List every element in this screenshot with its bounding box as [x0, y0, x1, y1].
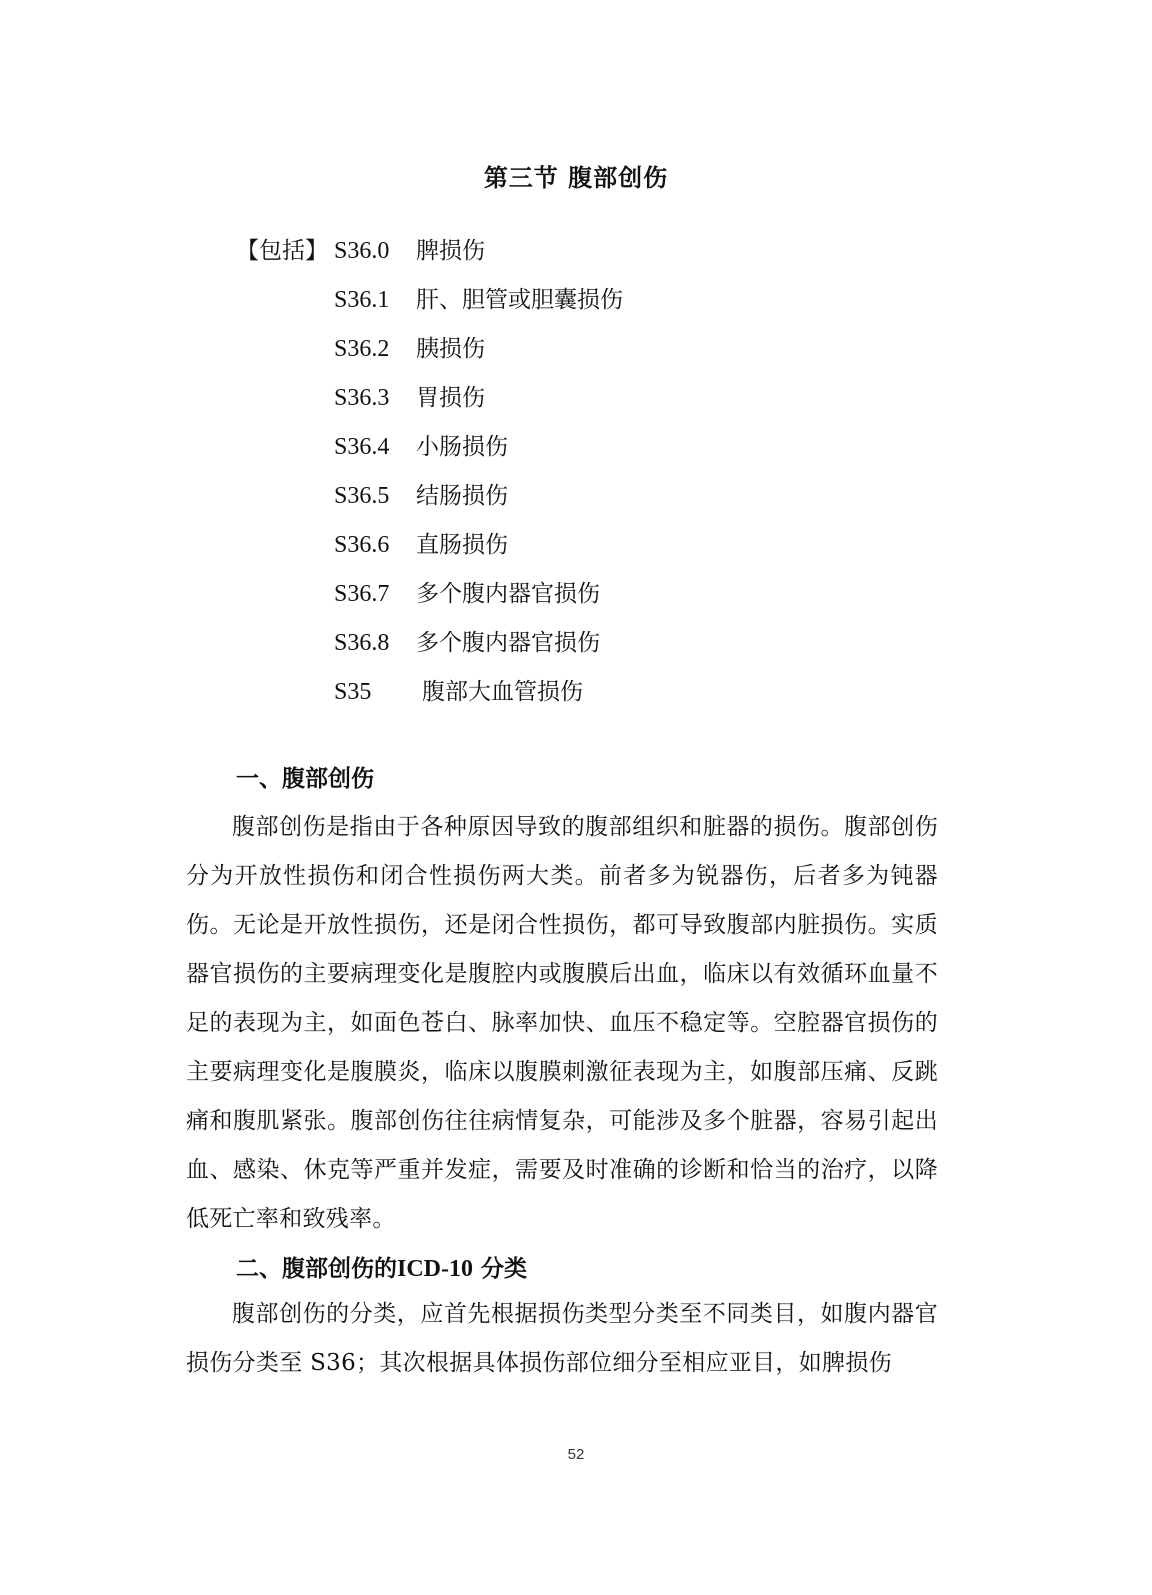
include-row	[236, 624, 936, 673]
icd-description: 肝、胆管或胆囊损伤	[416, 287, 623, 313]
heading-2-icd: ICD-10	[397, 1256, 473, 1282]
include-row	[236, 330, 936, 379]
include-row	[236, 526, 936, 575]
icd-code: S36.1	[334, 287, 390, 313]
heading-2-suffix: 分类	[473, 1256, 528, 1282]
icd-code: S36.5	[334, 483, 390, 509]
icd-description: 腹部大血管损伤	[422, 679, 583, 705]
icd-code: S36.6	[334, 532, 390, 558]
icd-code: S36.0	[334, 238, 390, 264]
icd-description: 胰损伤	[416, 336, 485, 362]
icd-code: S36.8	[334, 630, 390, 656]
icd-code: S35	[334, 679, 372, 705]
include-row	[236, 477, 936, 526]
icd-description: 胃损伤	[416, 385, 485, 411]
subsection-heading-2	[236, 1250, 527, 1283]
heading-2-prefix: 二、腹部创伤的	[236, 1256, 397, 1282]
section-title: 第三节 腹部创伤	[483, 164, 669, 192]
icd-description: 多个腹内器官损伤	[416, 581, 600, 607]
include-row	[236, 281, 936, 330]
icd-description: 多个腹内器官损伤	[416, 630, 600, 656]
body-paragraph-1: 腹部创伤是指由于各种原因导致的腹部组织和脏器的损伤。腹部创伤分为开放性损伤和闭合性损伤两大类。前者多为锐器伤，后者多为钝器伤。无论是开放性损伤，还是闭合性损伤，都可导致腹部内脏损伤。实质器官损伤的主要病理变化是腹腔内或腹膜后出血，临床以有效循环血量不足的表现为主，如面色苍白、脉率加快、血压不稳定等。空腔器官损伤的主要病理变化是腹膜炎，临床以腹膜刺激征表现为主，如腹部压痛、反跳痛和腹肌紧张。腹部创伤往往病情复杂，可能涉及多个脏器，容易引起出血、感染、休克等严重并发症，需要及时准确的诊断和恰当的治疗，以降低死亡率和致残率。	[186, 814, 938, 1232]
icd-code: S36.7	[334, 581, 390, 607]
icd-code: S36.3	[334, 385, 390, 411]
icd-description: 结肠损伤	[416, 483, 508, 509]
include-row	[236, 428, 936, 477]
page-number: 52	[567, 1446, 585, 1463]
body-paragraph-2: 腹部创伤的分类，应首先根据损伤类型分类至不同类目，如腹内器官损伤分类至 S36；其次根据具体损伤部位细分至相应亚目，如脾损伤	[186, 1301, 938, 1376]
includes-label: 【包括】	[236, 238, 328, 264]
include-row	[236, 379, 936, 428]
includes-list	[236, 232, 936, 722]
subsection-heading-1: 一、腹部创伤	[236, 766, 374, 792]
icd-code: S36.2	[334, 336, 390, 362]
icd-code: S36.4	[334, 434, 390, 460]
icd-description: 小肠损伤	[416, 434, 508, 460]
icd-description: 直肠损伤	[416, 532, 508, 558]
icd-description: 脾损伤	[416, 238, 485, 264]
include-row	[236, 575, 936, 624]
include-row	[236, 232, 936, 281]
include-row	[236, 673, 936, 722]
